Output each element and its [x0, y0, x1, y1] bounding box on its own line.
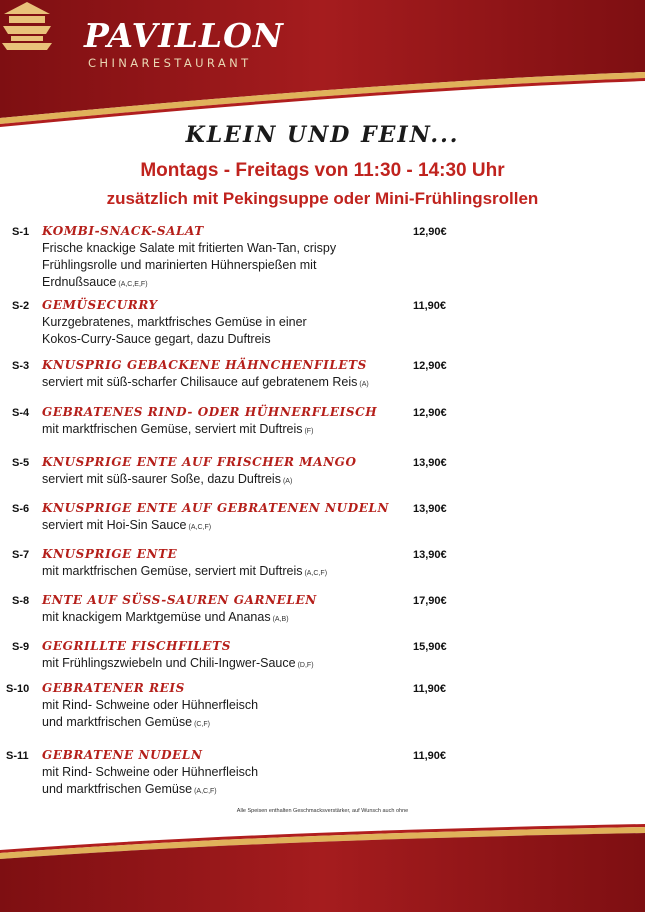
item-price: 13,90€	[413, 503, 447, 515]
item-description	[42, 563, 382, 582]
item-description	[42, 609, 382, 628]
description-line	[42, 331, 382, 348]
description-line	[42, 714, 382, 733]
allergen-codes: (A,C,F)	[304, 570, 328, 577]
description-text: serviert mit süß-scharfer Chilisauce auf gebratenem Reis	[42, 375, 358, 389]
item-description	[42, 421, 382, 440]
item-code: S-4	[12, 407, 30, 419]
item-code: S-6	[12, 503, 30, 515]
item-name: GEBRATENES RIND- ODER HÜHNERFLEISCH	[42, 405, 378, 419]
item-price: 11,90€	[413, 300, 447, 312]
pagoda-icon	[0, 0, 54, 52]
item-description	[42, 314, 382, 348]
item-price: 13,90€	[413, 549, 447, 561]
item-description	[42, 517, 382, 536]
brand-subtitle: CHINARESTAURANT	[88, 56, 252, 70]
allergen-codes: (C,F)	[194, 721, 211, 728]
item-price: 17,90€	[413, 595, 447, 607]
item-name: KNUSPRIGE ENTE AUF FRISCHER MANGO	[42, 455, 357, 469]
footer-wave	[0, 820, 645, 912]
footer-banner	[0, 820, 645, 912]
description-text: mit Rind- Schweine oder Hühnerfleisch	[42, 698, 259, 712]
allergen-codes: (A,B)	[272, 616, 289, 623]
allergen-codes: (A,C,E,F)	[118, 281, 148, 288]
item-code: S-8	[12, 595, 30, 607]
item-price: 12,90€	[413, 226, 447, 238]
description-line	[42, 764, 382, 781]
menu-title: KLEIN UND FEIN...	[185, 122, 460, 148]
allergen-codes: (D,F)	[297, 662, 314, 669]
description-text: serviert mit süß-saurer Soße, dazu Duftreis	[42, 472, 281, 486]
item-name: KNUSPRIG GEBACKENE HÄHNCHENFILETS	[42, 358, 367, 372]
item-name: KNUSPRIGE ENTE	[42, 547, 178, 561]
item-code: S-10	[6, 683, 30, 695]
allergen-codes: (F)	[304, 428, 314, 435]
item-name: KNUSPRIGE ENTE AUF GEBRATENEN NUDELN	[42, 501, 390, 515]
item-price: 12,90€	[413, 360, 447, 372]
description-line	[42, 697, 382, 714]
description-text: Frische knackige Salate mit fritierten Wan-Tan, crispy	[42, 241, 337, 255]
description-line	[42, 421, 382, 440]
item-price: 11,90€	[413, 683, 447, 695]
item-description	[42, 471, 382, 490]
description-line	[42, 609, 382, 628]
description-text: serviert mit Hoi-Sin Sauce	[42, 518, 187, 532]
description-text: Erdnußsauce	[42, 275, 117, 289]
description-text: mit marktfrischen Gemüse, serviert mit Duftreis	[42, 422, 303, 436]
item-description	[42, 697, 382, 733]
item-price: 12,90€	[413, 407, 447, 419]
item-code: S-7	[12, 549, 30, 561]
item-description	[42, 374, 382, 393]
description-text: mit Frühlingszwiebeln und Chili-Ingwer-Sauce	[42, 656, 296, 670]
footnote: Alle Speisen enthalten Geschmacksverstärker, auf Wunsch auch ohne	[236, 808, 409, 814]
description-text: und marktfrischen Gemüse	[42, 782, 193, 796]
opening-hours: Montags - Freitags von 11:30 - 14:30 Uhr	[140, 160, 505, 181]
description-text: mit Rind- Schweine oder Hühnerfleisch	[42, 765, 259, 779]
allergen-codes: (A,C,F)	[188, 524, 212, 531]
menu-extra-note: zusätzlich mit Pekingsuppe oder Mini-Frühlingsrollen	[106, 189, 539, 208]
item-price: 13,90€	[413, 457, 447, 469]
item-name: GEGRILLTE FISCHFILETS	[42, 639, 231, 653]
description-text: und marktfrischen Gemüse	[42, 715, 193, 729]
description-line	[42, 314, 382, 331]
description-line	[42, 563, 382, 582]
description-text: Kurzgebratenes, marktfrisches Gemüse in einer	[42, 315, 307, 329]
allergen-codes: (A)	[359, 381, 369, 388]
description-line	[42, 374, 382, 393]
description-text: Kokos-Curry-Sauce gegart, dazu Duftreis	[42, 332, 271, 346]
brand-name: PAVILLON	[84, 16, 284, 55]
item-code: S-1	[12, 226, 30, 238]
description-line	[42, 257, 382, 274]
item-code: S-3	[12, 360, 30, 372]
description-line	[42, 240, 382, 257]
item-code: S-5	[12, 457, 30, 469]
description-text: Frühlingsrolle und marinierten Hühnerspießen mit	[42, 258, 317, 272]
header-banner	[0, 0, 645, 130]
description-text: mit marktfrischen Gemüse, serviert mit Duftreis	[42, 564, 303, 578]
item-name: ENTE AUF SÜSS-SAUREN GARNELEN	[42, 593, 317, 607]
allergen-codes: (A,C,F)	[194, 788, 217, 795]
item-name: KOMBI-SNACK-SALAT	[42, 224, 204, 238]
description-text: mit knackigem Marktgemüse und Ananas	[42, 610, 271, 624]
item-name: GEBRATENE NUDELN	[42, 748, 203, 762]
description-line	[42, 655, 382, 674]
item-code: S-2	[12, 300, 30, 312]
item-description	[42, 764, 382, 800]
item-price: 11,90€	[413, 750, 447, 762]
description-line	[42, 781, 382, 800]
item-price: 15,90€	[413, 641, 447, 653]
item-code: S-11	[6, 750, 29, 762]
item-name: GEBRATENER REIS	[42, 681, 185, 695]
description-line	[42, 517, 382, 536]
description-line	[42, 471, 382, 490]
description-line	[42, 274, 382, 293]
item-description	[42, 240, 382, 293]
allergen-codes: (A)	[282, 478, 293, 485]
item-code: S-9	[12, 641, 30, 653]
item-name: GEMÜSECURRY	[42, 298, 158, 312]
item-description	[42, 655, 382, 674]
